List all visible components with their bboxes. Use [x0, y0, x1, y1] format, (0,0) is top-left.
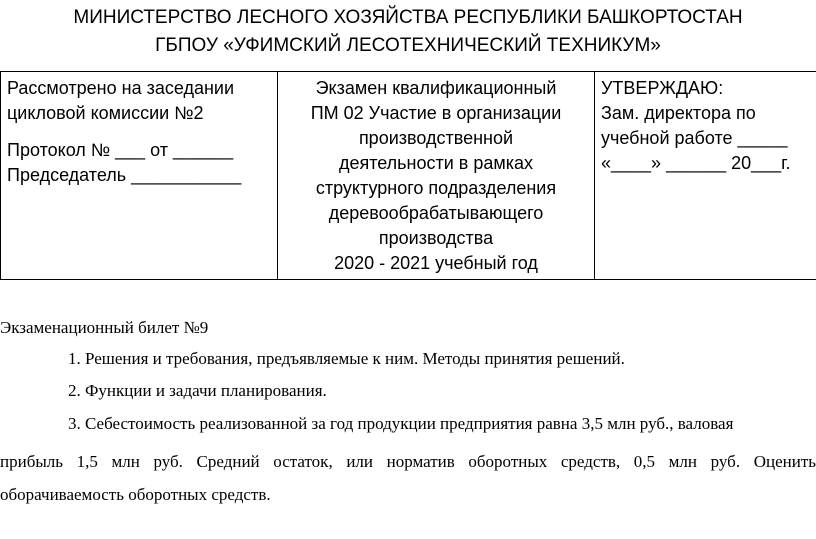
- approve-date-line: «____» ______ 20___г.: [601, 153, 791, 173]
- exam-line: ПМ 02 Участие в организации: [310, 103, 562, 123]
- question-3-line-2: прибыль 1,5 млн руб. Средний остаток, или норматив оборотных средств, 0,5 млн руб. Оценить: [0, 452, 816, 471]
- academic-year: 2020 - 2021 учебный год: [334, 253, 538, 273]
- review-line-2: цикловой комиссии №2: [7, 103, 204, 123]
- question-3-line-1: 3. Себестоимость реализованной за год продукции предприятия равна 3,5 млн руб., валовая: [68, 414, 734, 433]
- chairman-line: Председатель ___________: [7, 165, 242, 185]
- exam-line: производственной: [358, 128, 514, 148]
- approve-heading: УТВЕРЖДАЮ:: [601, 78, 724, 98]
- exam-line: Экзамен квалификационный: [315, 78, 557, 98]
- review-line-1: Рассмотрено на заседании: [7, 78, 235, 98]
- college-heading: ГБПОУ «УФИМСКИЙ ЛЕСОТЕХНИЧЕСКИЙ ТЕХНИКУМ»: [155, 35, 661, 56]
- exam-line: производства: [378, 228, 494, 248]
- exam-line: структурного подразделения: [315, 178, 557, 198]
- ticket-title: Экзаменационный билет №9: [0, 318, 209, 337]
- approve-line-2: Зам. директора по: [601, 103, 756, 123]
- approve-cell: [595, 72, 816, 280]
- approve-line-3: учебной работе _____: [601, 128, 788, 148]
- exam-line: деревообрабатывающего: [328, 203, 544, 223]
- exam-line: деятельности в рамках: [338, 153, 534, 173]
- question-2: 2. Функции и задачи планирования.: [68, 381, 327, 400]
- exam-cell: [278, 72, 595, 280]
- ministry-heading: МИНИСТЕРСТВО ЛЕСНОГО ХОЗЯЙСТВА РЕСПУБЛИКИ БАШКОРТОСТАН: [73, 7, 743, 28]
- question-1: 1. Решения и требования, предъявляемые к ним. Методы принятия решений.: [68, 349, 625, 368]
- question-3-line-3: оборачиваемость оборотных средств.: [0, 485, 271, 504]
- review-cell: [1, 72, 278, 280]
- approval-table: [0, 71, 816, 280]
- protocol-line: Протокол № ___ от ______: [7, 140, 234, 160]
